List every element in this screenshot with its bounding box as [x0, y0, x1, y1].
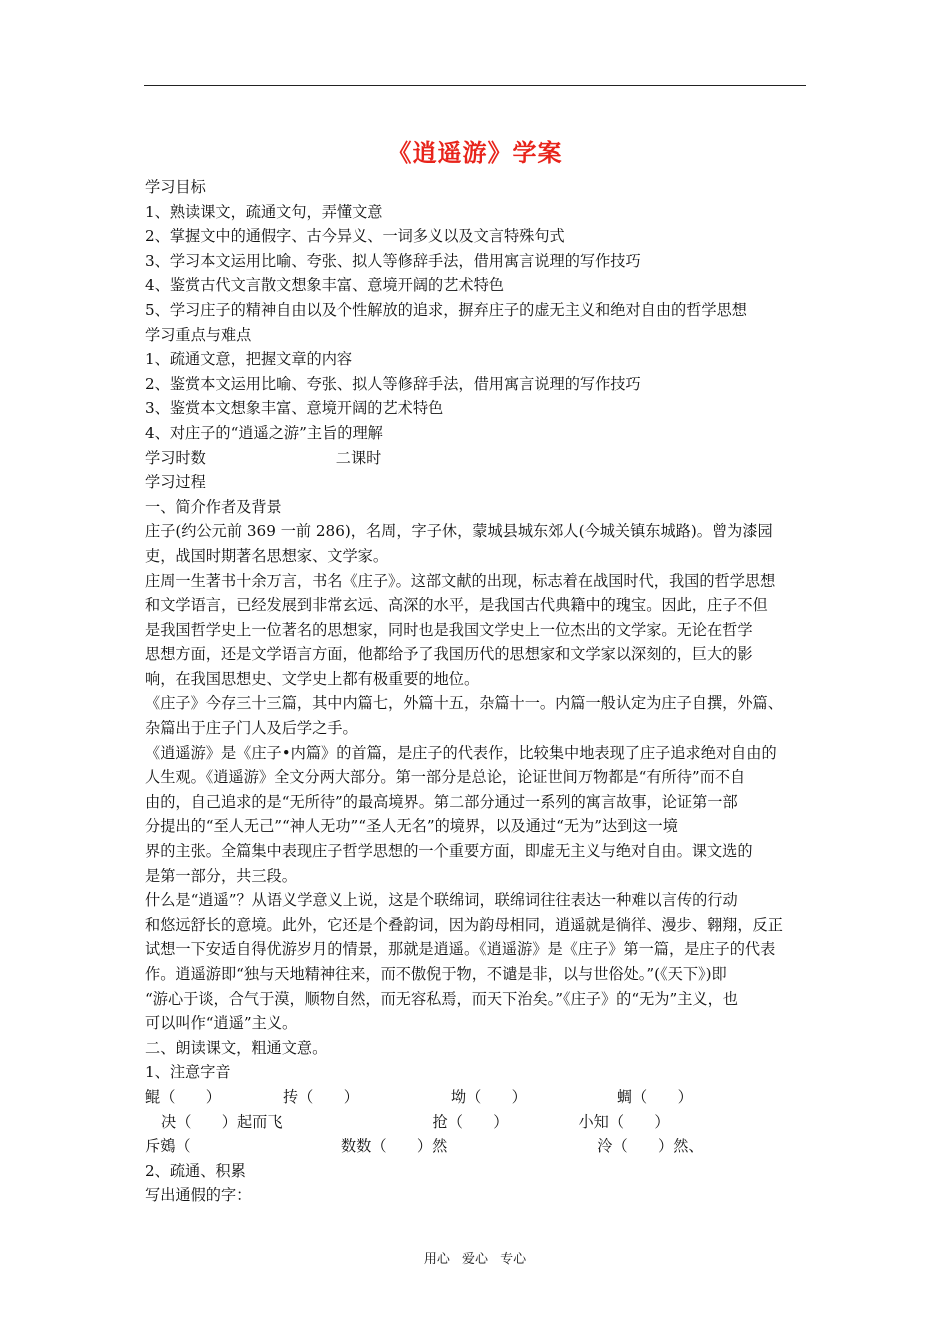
paragraph-line: 可以叫作“逍遥”主义。	[145, 1014, 298, 1033]
goal-item: 4、鉴赏古代文言散文想象丰富、意境开阔的艺术特色	[145, 276, 504, 295]
header-rule	[144, 85, 806, 86]
page-footer	[0, 1248, 950, 1267]
pronunciation-item: 泠（ ）然、	[597, 1137, 704, 1156]
footer-text: 用心	[423, 1252, 450, 1267]
paragraph-line: 什么是“逍遥”？从语义学意义上说，这是个联绵词，联绵词往往表达一种难以言传的行动	[145, 891, 738, 910]
paragraph-line: 《庄子》今存三十三篇，其中内篇七，外篇十五，杂篇十一。内篇一般认定为庄子自撰，外篇、	[145, 694, 783, 713]
exercise-prompt: 写出通假的字：	[145, 1186, 252, 1205]
key-point-item: 4、对庄子的“逍遥之游”主旨的理解	[145, 423, 383, 442]
paragraph-line: 界的主张。全篇集中表现庄子哲学思想的一个重要方面，即虚无主义与绝对自由。课文选的	[145, 842, 753, 861]
paragraph-line: 杂篇出于庄子门人及后学之手。	[145, 719, 358, 738]
hours-value: 二课时	[335, 448, 382, 467]
paragraph-line: 庄周一生著书十余万言，书名《庄子》。这部文献的出现，标志着在战国时代，我国的哲学思想	[145, 571, 776, 590]
key-point-item: 2、鉴赏本文运用比喻、夸张、拟人等修辞手法，借用寓言说理的写作技巧	[145, 374, 641, 393]
paragraph-line: 和悠远舒长的意境。此外，它还是个叠韵词，因为韵母相同，逍遥就是徜徉、漫步、翱翔，反正	[145, 915, 783, 934]
section-heading: 一、简介作者及背景	[145, 497, 282, 516]
paragraph-line: 分提出的“至人无己”“神人无功”“圣人无名”的境界，以及通过“无为”达到这一境	[145, 817, 678, 836]
footer-text: 专心	[500, 1252, 527, 1267]
goals-heading: 学习目标	[145, 178, 206, 196]
pronunciation-item: 斥鴳（	[145, 1137, 221, 1156]
pronunciation-item: 决（ ）起而飞	[161, 1112, 283, 1131]
section-heading: 二、朗读课文，粗通文意。	[145, 1038, 328, 1057]
goal-item: 3、学习本文运用比喻、夸张、拟人等修辞手法，借用寓言说理的写作技巧	[145, 251, 641, 270]
paragraph-line: 人生观。《逍遥游》全文分两大部分。第一部分是总论，论证世间万物都是“有所待”而不自	[145, 768, 746, 787]
paragraph-line: 思想方面，还是文学语言方面，他都给予了我国历代的思想家和文学家以深刻的，巨大的影	[145, 645, 753, 664]
page-title: 《逍遥游》学案	[387, 139, 563, 167]
paragraph-line: 吏，战国时期著名思想家、文学家。	[145, 546, 388, 565]
paragraph-line: 和文学语言，已经发展到非常玄远、高深的水平，是我国古代典籍中的瑰宝。因此，庄子不但	[145, 596, 768, 615]
key-point-item: 1、疏通文意，把握文章的内容	[145, 350, 353, 369]
goal-item: 2、掌握文中的通假字、古今异义、一词多义以及文言特殊句式	[145, 227, 565, 246]
pronunciation-item: 抢（ ）	[432, 1112, 509, 1131]
goal-item: 1、熟读课文，疏通文句，弄懂文意	[145, 202, 383, 221]
key-point-item: 3、鉴赏本文想象丰富、意境开阔的艺术特色	[145, 399, 444, 418]
paragraph-line: 由的，自己追求的是“无所待”的最高境界。第二部分通过一系列的寓言故事，论证第一部	[145, 792, 738, 811]
process-heading: 学习过程	[145, 473, 206, 492]
pronunciation-row	[145, 1134, 807, 1159]
subsection-heading: 2、疏通、积累	[145, 1161, 246, 1180]
paragraph-line: 是我国哲学史上一位著名的思想家，同时也是我国文学史上一位杰出的文学家。无论在哲学	[145, 620, 753, 639]
pronunciation-row	[145, 1110, 807, 1135]
subsection-heading: 1、注意字音	[145, 1063, 231, 1082]
paragraph-line: 《逍遥游》是《庄子•内篇》的首篇，是庄子的代表作，比较集中地表现了庄子追求绝对自由的	[145, 743, 777, 762]
pronunciation-item: 抟（ ）	[282, 1087, 359, 1106]
footer-text: 爱心	[461, 1252, 488, 1267]
paragraph-line: 庄子(约公元前 369 一前 286)，名周，字子休，蒙城县城东郊人(今城关镇东城路)。曾为漆园	[145, 522, 773, 541]
paragraph-line: 作。逍遥游即“独与天地精神往来，而不傲倪于物，不谴是非，以与世俗处。”(《天下》)即	[145, 965, 727, 983]
pronunciation-item: 蜩（ ）	[616, 1087, 693, 1106]
pronunciation-item: 小知（ ）	[578, 1112, 670, 1131]
document-body	[145, 175, 807, 1208]
pronunciation-item: 坳（ ）	[450, 1087, 527, 1106]
pronunciation-item: 数数（ ）然	[340, 1137, 448, 1156]
key-points-heading: 学习重点与难点	[145, 325, 252, 344]
hours-row	[145, 446, 807, 471]
pronunciation-row	[145, 1085, 807, 1110]
goal-item: 5、学习庄子的精神自由以及个性解放的追求，摒弃庄子的虚无主义和绝对自由的哲学思想	[145, 300, 747, 319]
paragraph-line: 试想一下安适自得优游岁月的情景，那就是逍遥。《逍遥游》是《庄子》第一篇，是庄子的代表	[145, 940, 776, 959]
paragraph-line: 是第一部分，共三段。	[145, 866, 297, 885]
hours-label: 学习时数	[145, 448, 206, 467]
pronunciation-item: 鲲（ ）	[145, 1087, 221, 1106]
paragraph-line: 响，在我国思想史、文学史上都有极重要的地位。	[145, 669, 480, 688]
paragraph-line: “游心于谈，合气于漠，顺物自然，而无容私焉，而天下治矣。”《庄子》的“无为”主义，也	[145, 989, 738, 1008]
